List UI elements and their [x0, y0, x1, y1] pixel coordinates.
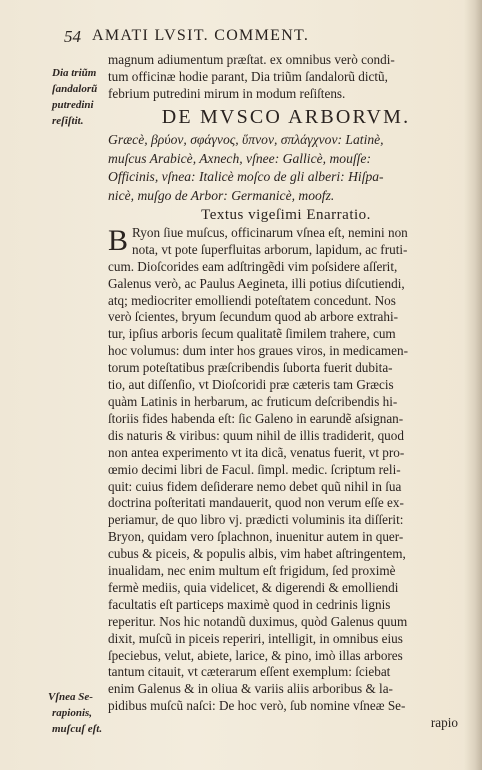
margin-note: Vſnea Se- — [48, 691, 93, 703]
text-line: reperitur. Nos hic notandũ duximus, quòd Galenus quum — [108, 613, 408, 629]
section-heading: DE MVSCO ARBORVM. — [161, 105, 411, 128]
text-line: cubus & piceis, & populis albis, vim habet aſtringentem, — [108, 546, 406, 562]
running-title: AMATI LVSIT. COMMENT. — [92, 27, 310, 44]
text-line: magnum adiumentum præſtat. ex omnibus verò condi- — [108, 52, 395, 67]
text-line: nota, vt pote ſuperfluitas arborum, lapidum, ac fruti- — [132, 241, 408, 257]
text-line: tur, ipſius arboris ſecum qualitatẽ ſimilem trahere, cum — [108, 326, 396, 342]
text-line: tantum citauit, vt cæterarum eſſent exemplum: ſciebat — [108, 664, 391, 680]
margin-note: putredini — [52, 99, 94, 111]
text-line: doctrina poſteritati mandauerit, quod non verum eſſe ex- — [108, 495, 404, 511]
text-line: ſtoriis fides habenda eſt: ſic Galeno in earundẽ aſsignan- — [108, 410, 404, 426]
text-line: dixit, muſcũ in piceis reperiri, intelligit, in omnibus eius — [108, 630, 403, 646]
margin-note: ſandalorũ — [52, 83, 98, 95]
margin-note: Dia triũm — [52, 67, 97, 79]
margin-note: muſcuſ eſt. — [52, 723, 103, 735]
text-line: atq; mediocriter emolliendi poteſtatem concedunt. Nos — [108, 292, 396, 308]
text-line: tio, aut diſſenſio, vt Dioſcoridi præ cæteris tam Græcis — [108, 377, 394, 393]
main-text — [108, 52, 464, 732]
text-line: œmio decimi libri de Facul. ſimpl. medic. ſcriptum reli- — [108, 461, 401, 477]
text-line: pidibus muſcũ naſci: De hoc verò, ſub nomine vſneæ Se- — [108, 698, 406, 714]
text-line: inualidam, nec enim multum eſt frigidum, ſed proximè — [108, 563, 396, 579]
margin-note: reſiſtit. — [52, 115, 84, 127]
synonym-line: nicè, muſgo de Arbor: Germanicè, moofz. — [108, 188, 335, 204]
text-line: verò ſcientes, bryum ſecundum quod ab arbore extrahi- — [108, 309, 399, 325]
text-line: Galenus verò, ac Paulus Aegineta, illi potius diſcutiendi, — [108, 275, 405, 291]
text-line: enim Galenus & in oliua & variis aliis arboribus & la- — [108, 681, 393, 697]
text-line: Bryon, quidam vero ſplachnon, inuenitur autem in quer- — [108, 529, 404, 545]
page-number: 54 — [64, 27, 81, 46]
synonym-line: Officinis, vſnea: Italicè moſco de gli alberi: Hiſpa- — [108, 169, 384, 185]
synonym-line: Græcè, βρύον, σφάγνος, ὕπνον, σπλάγχνον: Latinè, — [108, 131, 384, 147]
text-line: periamur, de quo libro vj. prædicti voluminis ita diſſerit: — [108, 512, 404, 528]
text-line: fermè mediis, quia videlicet, & digerendi & emolliendi — [108, 579, 399, 595]
catchword: rapio — [430, 715, 458, 731]
text-line: cum. Dioſcorides eam adſtringẽdi vim poſsidere aſſerit, — [108, 258, 398, 274]
page-gutter-shadow — [464, 0, 482, 770]
margin-note: rapionis, — [52, 707, 93, 719]
text-line: quàm Latinis in herbarum, ac fruticum deſcribendis hi- — [108, 393, 398, 409]
text-line: Ryon ſiue muſcus, officinarum vſnea eſt, nemini non — [132, 224, 408, 240]
opening-paragraph — [108, 225, 464, 259]
running-head — [64, 27, 422, 49]
synonym-line: muſcus Arabicè, Axnech, vſnee: Gallicè, mouſſe: — [108, 150, 371, 166]
text-line: non antea experimento vt ita dicã, venatus fuerit, vt pro- — [108, 444, 405, 460]
text-line: torum poteſtatibus præſcribendis ſuborta fuerit dubita- — [108, 360, 393, 376]
text-line: quit: cuius fidem deſiderare nemo debet quũ nihil in ſua — [108, 478, 402, 494]
subheading: Textus vigeſimi Enarratio. — [201, 206, 371, 223]
text-line: hoc volumus: dum inter hos graues viros, in medicamen- — [108, 343, 408, 359]
text-line: facultatis eſt particeps maximè quod in cedrinis lignis — [108, 596, 391, 612]
drop-cap: B — [108, 223, 129, 257]
text-line: tum officinæ hodie parant, Dia triũm ſandalorũ dictũ, — [108, 68, 388, 84]
text-line: dis naturis & viribus: quum nihil de illis tradiderit, quod — [108, 427, 404, 443]
text-line: febrium putredini mirum in modum reſiſtens. — [108, 85, 346, 101]
text-line: ſpeciebus, velut, abiete, larice, & pino, imò illas arbores — [108, 647, 403, 663]
